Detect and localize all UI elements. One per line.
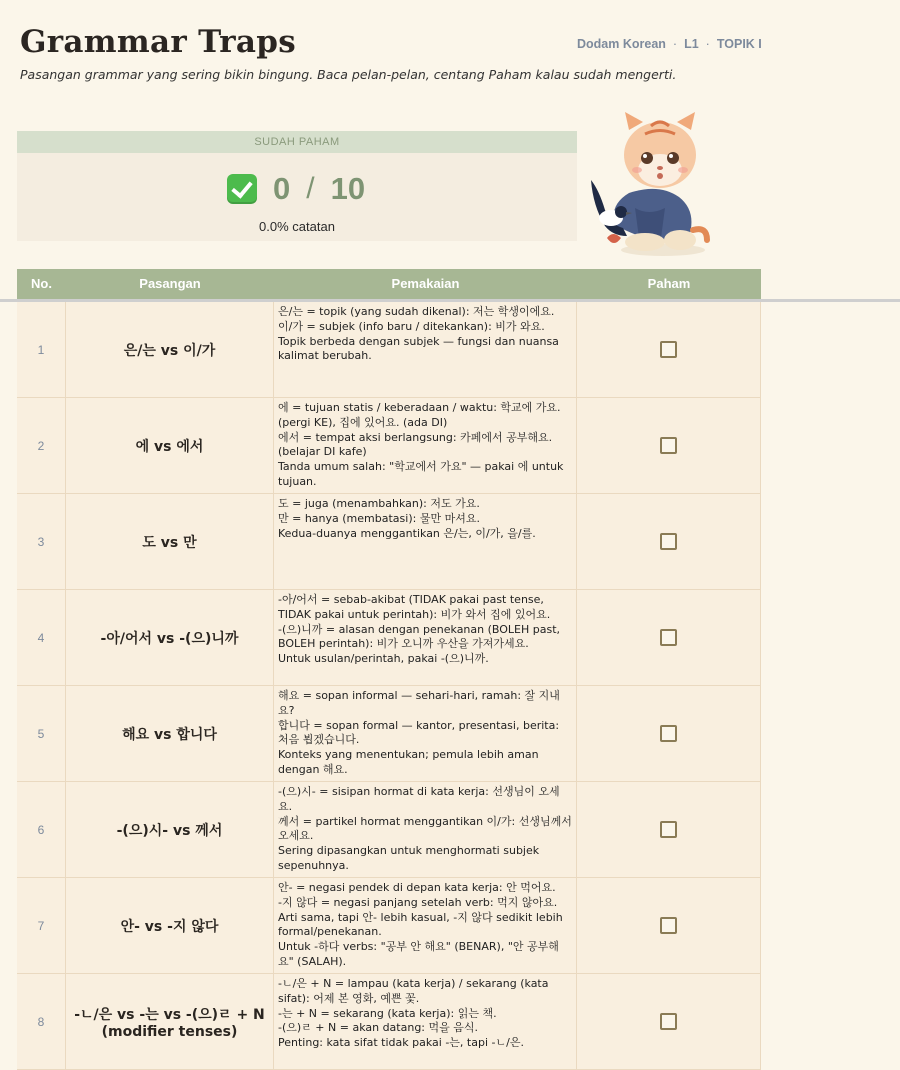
grammar-pair: 해요 vs 합니다 [66,686,274,781]
grammar-pair: -(으)시- vs 께서 [66,782,274,877]
understood-checkbox[interactable] [660,821,677,838]
usage-text: -아/어서 = sebab-akibat (TIDAK pakai past tense, TIDAK pakai untuk perintah): 비가 와서 집에 있어요. -(으)니까 = alasan dengan penekanan (BOLEH past, BOLEH perintah): 비가 오니까 우산을 가져가세요. Untuk usulan/perintah, pakai -(으)니까. [274,590,577,685]
grammar-pair: 도 vs 만 [66,494,274,589]
grammar-table-body [17,302,761,1070]
row-number: 2 [17,398,66,493]
column-header-understood: Paham [647,276,691,291]
breadcrumb-item-level[interactable]: L1 [684,37,699,51]
column-header-usage: Pemakaian [391,276,460,291]
progress-percent: 0.0% catatan [259,219,335,234]
understood-checkbox[interactable] [660,341,677,358]
grammar-pair: 에 vs 에서 [66,398,274,493]
breadcrumb-separator: · [672,37,678,51]
progress-count [227,171,365,207]
understood-cell [577,398,761,493]
row-number: 1 [17,302,66,397]
table-row [17,398,761,494]
tiger-mascot-with-magpie-icon [585,100,715,260]
understood-cell [577,590,761,685]
breadcrumb-item-exam[interactable]: TOPIK I [716,37,762,51]
usage-text: 해요 = sopan informal — sehari-hari, ramah: 잘 지내요? 합니다 = sopan formal — kantor, presentasi, berita: 처음 뵙겠습니다. Konteks yang menentukan; pemula lebih aman dengan 해요. [274,686,577,781]
understood-cell [577,974,761,1069]
progress-separator: / [306,172,315,205]
breadcrumb-item-brand[interactable]: Dodam Korean [577,37,666,51]
grammar-pair: -아/어서 vs -(으)니까 [66,590,274,685]
row-number: 4 [17,590,66,685]
progress-caption: SUDAH PAHAM [17,131,577,153]
usage-text: 안- = negasi pendek di depan kata kerja: 안 먹어요. -지 않다 = negasi panjang setelah verb: 먹지 않아요. Arti sama, tapi 안- lebih kasual, -지 않다 sedikit lebih formal/penekanan. Untuk -하다 verbs: "공부 안 해요" (BENAR), "안 공부해요" (SALAH). [274,878,577,973]
table-row [17,590,761,686]
usage-text: -(으)시- = sisipan hormat di kata kerja: 선생님이 오세요. 께서 = partikel hormat menggantikan 이/가: 선생님께서 오세요. Sering dipasangkan untuk menghormati subjek sepenuhnya. [274,782,577,877]
table-row [17,494,761,590]
grammar-pair: -ㄴ/은 vs -는 vs -(으)ㄹ + N (modifier tenses) [66,974,274,1069]
usage-text: 은/는 = topik (yang sudah dikenal): 저는 학생이에요. 이/가 = subjek (info baru / ditekankan): 비가 와요. Topik berbeda dengan subjek — fungsi dan nuansa kalimat berubah. [274,302,577,397]
grammar-pair: 은/는 vs 이/가 [66,302,274,397]
usage-text: 에 = tujuan statis / keberadaan / waktu: 학교에 가요. (pergi KE), 집에 있어요. (ada DI) 에서 = tempat aksi berlangsung: 카페에서 공부해요. (belajar DI kafe) Tanda umum salah: "학교에서 가요" — pakai 에 untuk tujuan. [274,398,577,493]
understood-cell [577,782,761,877]
understood-checkbox[interactable] [660,629,677,646]
understood-checkbox[interactable] [660,917,677,934]
column-header-no: No. [31,276,52,291]
table-row [17,302,761,398]
understood-cell [577,878,761,973]
grammar-pair: 안- vs -지 않다 [66,878,274,973]
column-header-pair: Pasangan [139,276,201,291]
progress-card [17,131,577,241]
understood-checkbox[interactable] [660,725,677,742]
page-title: Grammar Traps [20,24,296,60]
progress-total: 10 [330,171,366,206]
row-number: 8 [17,974,66,1069]
row-number: 5 [17,686,66,781]
understood-cell [577,686,761,781]
row-number: 7 [17,878,66,973]
table-row [17,782,761,878]
understood-checkbox[interactable] [660,1013,677,1030]
row-number: 3 [17,494,66,589]
table-row [17,686,761,782]
breadcrumb [577,37,762,51]
page-subtitle: Pasangan grammar yang sering bikin bingung. Baca pelan-pelan, centang Paham kalau sudah mengerti. [20,67,677,82]
row-number: 6 [17,782,66,877]
progress-done: 0 [273,171,291,206]
understood-checkbox[interactable] [660,437,677,454]
understood-cell [577,302,761,397]
understood-checkbox[interactable] [660,533,677,550]
breadcrumb-separator: · [705,37,710,51]
usage-text: -ㄴ/은 + N = lampau (kata kerja) / sekarang (kata sifat): 어제 본 영화, 예쁜 꽃. -는 + N = sekarang (kata kerja): 읽는 책. -(으)ㄹ + N = akan datang: 먹을 음식. Penting: kata sifat tidak pakai -는, tapi -ㄴ/은. [274,974,577,1069]
check-mark-icon [227,174,257,204]
understood-cell [577,494,761,589]
usage-text: 도 = juga (menambahkan): 저도 가요. 만 = hanya (membatasi): 물만 마셔요. Kedua-duanya menggantikan 은/는, 이/가, 을/를. [274,494,577,589]
table-row [17,974,761,1070]
table-row [17,878,761,974]
table-header [17,269,761,299]
